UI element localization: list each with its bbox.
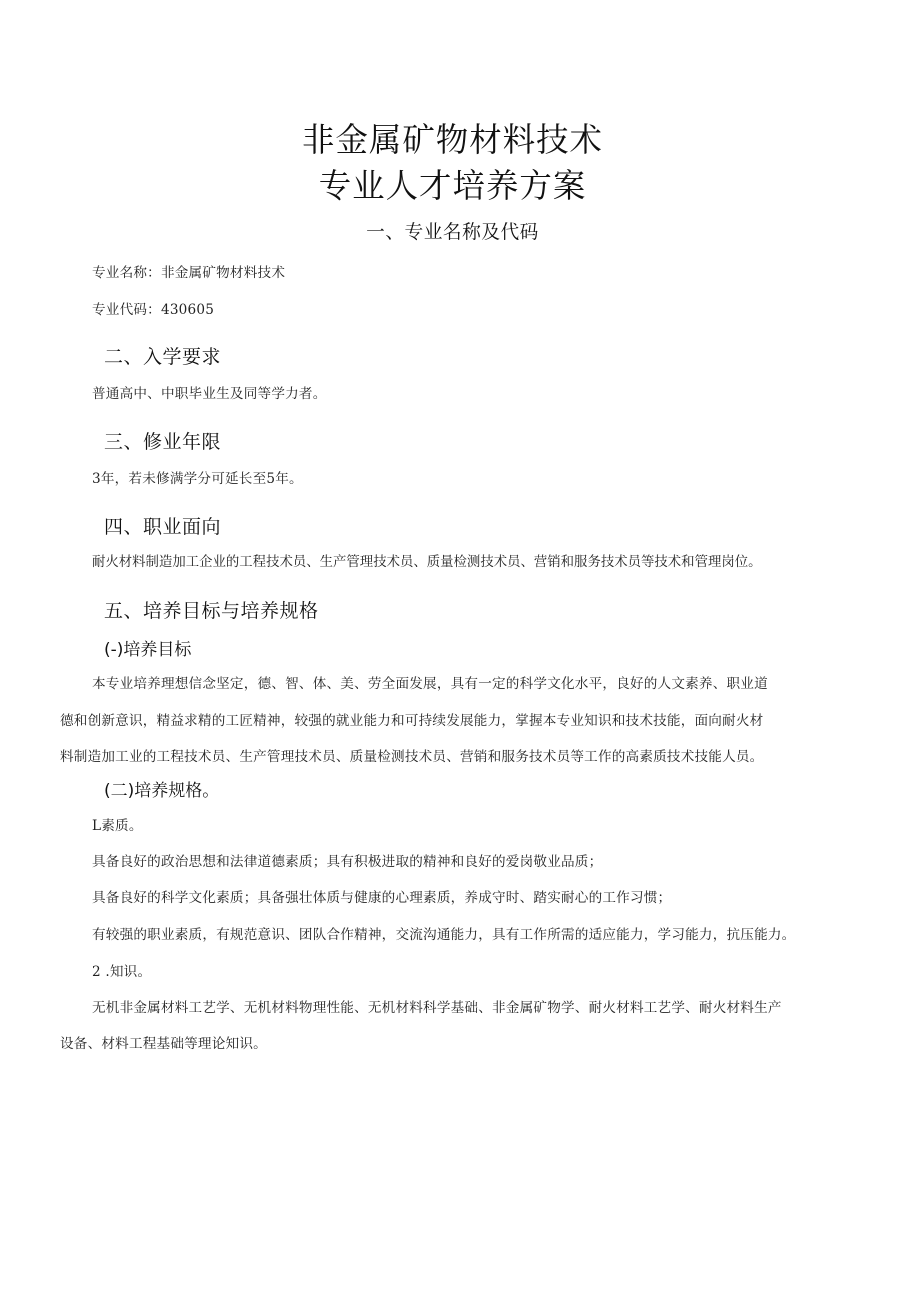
quality-line-1: 具备良好的政治思想和法律道德素质；具有积极进取的精神和良好的爱岗敬业品质；	[92, 854, 603, 870]
major-name-line: 专业名称：非金属矿物材料技术	[92, 265, 286, 281]
section-1-heading: 一、专业名称及代码	[366, 221, 539, 243]
knowledge-line-1: 无机非金属材料工艺学、无机材料物理性能、无机材料科学基础、非金属矿物学、耐火材料工艺学、耐火材料生产	[92, 1000, 782, 1016]
training-goal-paragraph-line3: 料制造加工业的工程技术员、生产管理技术员、质量检测技术员、营销和服务技术员等工作的高素质技术技能人员。	[60, 749, 764, 765]
training-goal-heading: (-)培养目标	[104, 640, 192, 660]
quality-label: L素质。	[92, 818, 143, 834]
admission-text: 普通高中、中职毕业生及同等学力者。	[92, 386, 327, 402]
document-title-line2: 专业人才培养方案	[318, 166, 587, 205]
career-text: 耐火材料制造加工企业的工程技术员、生产管理技术员、质量检测技术员、营销和服务技术员等技术和管理岗位。	[92, 555, 762, 570]
training-goal-paragraph-line2: 德和创新意识，精益求精的工匠精神，较强的就业能力和可持续发展能力，掌握本专业知识和技术技能，面向耐火材	[60, 713, 764, 729]
knowledge-line-2: 设备、材料工程基础等理论知识。	[60, 1036, 267, 1052]
training-goal-paragraph-line1: 本专业培养理想信念坚定，德、智、体、美、劳全面发展，具有一定的科学文化水平，良好的人文素养、职业道	[92, 676, 768, 692]
quality-line-3: 有较强的职业素质，有规范意识、团队合作精神，交流沟通能力，具有工作所需的适应能力，学习能力，抗压能力。	[92, 927, 796, 943]
training-spec-heading: (二)培养规格。	[104, 781, 220, 801]
section-2-heading: 二、入学要求	[104, 346, 222, 368]
document-title-line1: 非金属矿物材料技术	[301, 120, 604, 159]
knowledge-label: 2 .知识。	[92, 964, 152, 980]
duration-text: 3年，若未修满学分可延长至5年。	[92, 471, 303, 487]
major-code-line: 专业代码：430605	[92, 302, 215, 318]
section-4-heading: 四、职业面向	[104, 516, 222, 538]
section-3-heading: 三、修业年限	[104, 431, 222, 453]
quality-line-2: 具备良好的科学文化素质；具备强壮体质与健康的心理素质，养成守时、踏实耐心的工作习惯；	[92, 890, 672, 906]
section-5-heading: 五、培养目标与培养规格	[104, 600, 319, 622]
